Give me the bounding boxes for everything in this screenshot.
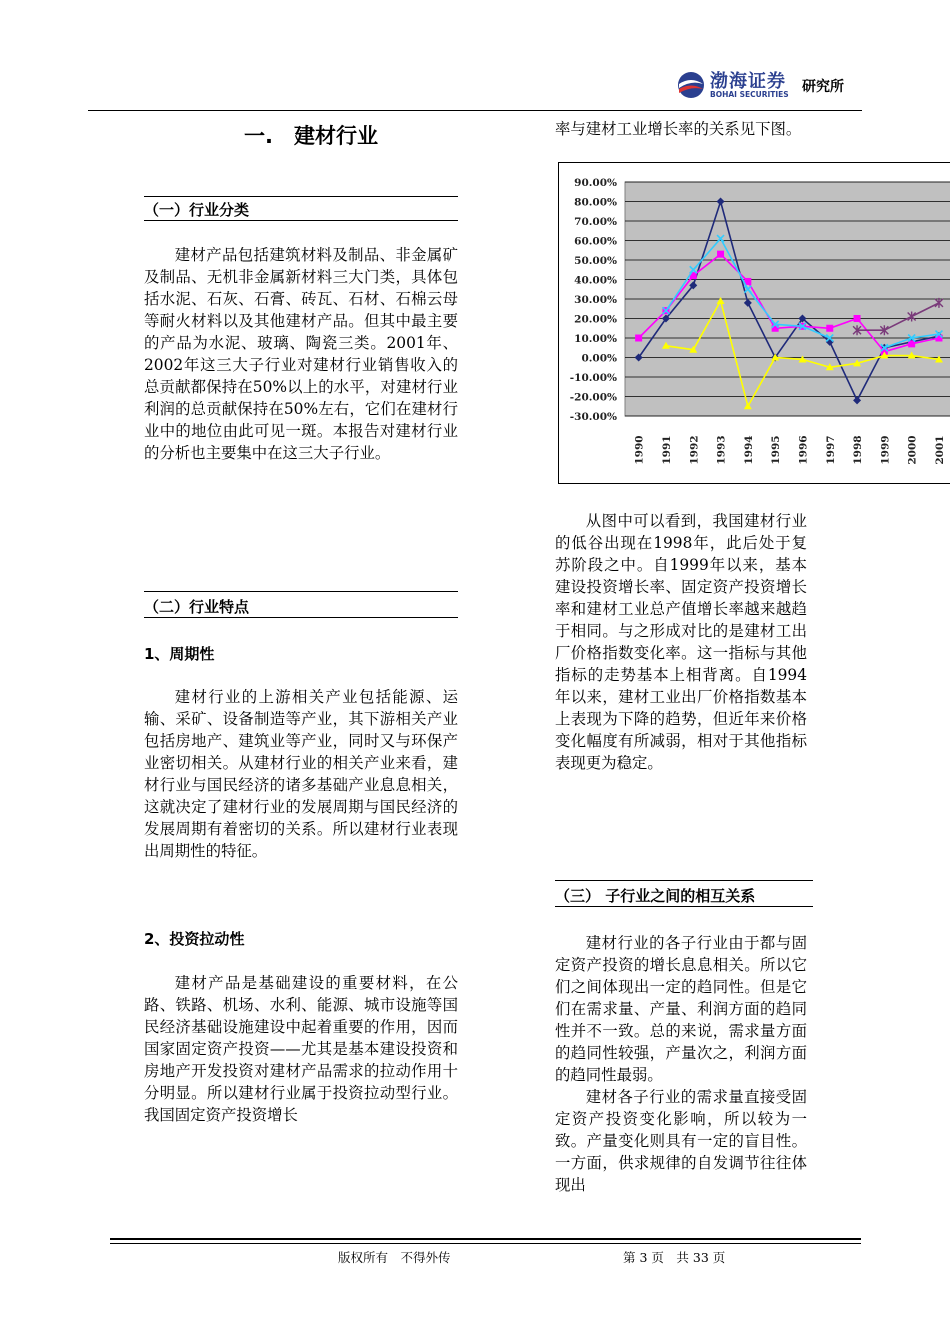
paragraph-text: 建材产品是基础建设的重要材料，在公路、铁路、机场、水利、能源、城市设施等国民经济基础设施建设中起着重要的作用，因而国家固定资产投资——尤其是基本建设投资和房地产开发投资对建材产品需求的拉动作用十分明显。所以建材行业属于投资拉动型行业。我国固定资产投资增长 [144, 974, 458, 1124]
bohai-logo-icon [676, 70, 706, 100]
x-tick-label: 1999 [879, 435, 892, 465]
header-rule [88, 110, 862, 111]
paragraph-text: 建材行业的各子行业由于都与固定资产投资的增长息息相关。所以它们之间体现出一定的趋同性。但是它们在需求量、产量、利润方面的趋同性并不一致。总的来说，需求量方面的趋同性较强，产量次之，利润方面的趋同性最弱。 [555, 934, 807, 1084]
paragraph-subsector-relations [555, 932, 807, 1196]
data-point-magenta [717, 251, 724, 258]
x-tick-label: 1997 [824, 435, 837, 465]
y-tick-label: 30.00% [574, 294, 617, 306]
x-tick-label: 1990 [633, 435, 646, 465]
y-tick-label: 40.00% [574, 274, 617, 287]
paragraph-text: 从图中可以看到，我国建材行业的低谷出现在1998年，此后处于复苏阶段之中。自1999年以来，基本建设投资增长率、固定资产投资增长率和建材工业总产值增长率越来越趋于相同。与之形成对比的是建材工出厂价格指数变化率。这一指标与其他指标的走势基本上相背离。自1994年以来，建材工业出厂价格指数基本上表现为下降的趋势，但近年来价格变化幅度有所减弱，相对于其他指标表现更为稳定。 [555, 512, 807, 772]
section-heading-features: （二）行业特点 [144, 597, 458, 618]
section-heading-rule-top-3 [555, 880, 813, 881]
logo-chinese-name: 渤海证券 [710, 71, 786, 92]
x-tick-label: 1993 [715, 435, 728, 465]
x-tick-label: 1998 [852, 435, 865, 465]
y-tick-label: 50.00% [574, 255, 617, 267]
y-tick-label: 0.00% [581, 352, 617, 365]
y-tick-label: -30.00% [569, 411, 617, 423]
section-heading-rule-top-2 [144, 591, 458, 592]
paragraph-investment-driven [144, 972, 458, 1126]
paragraph-text: 建材产品包括建筑材料及制品、非金属矿及制品、无机非金属新材料三大门类，具体包括水泥、石灰、石膏、砖瓦、石材、石棉云母等耐火材料以及其他建材产品。但其中最主要的产品为水泥、玻璃、陶瓷三类。2001年、2002年这三大子行业对建材行业销售收入的总贡献都保持在50%以上的水平，对建材行业利润的总贡献保持在50%左右，它们在建材行业中的地位由此可见一斑。本报告对建材行业的分析也主要集中在这三大子行业。 [144, 246, 458, 462]
y-tick-label: 10.00% [574, 333, 617, 345]
logo-institute: 研究所 [802, 79, 844, 95]
paragraph-text: 率与建材工业增长率的关系见下图。 [555, 120, 802, 138]
subheading-investment-driven: 2、投资拉动性 [144, 930, 245, 948]
subheading-cyclicality: 1、周期性 [144, 645, 215, 663]
footer-page-number: 第 3 页 共 33 页 [623, 1250, 726, 1265]
paragraph-text: 建材各子行业的需求量直接受固定资产投资变化影响，所以较为一致。产量变化则具有一定的盲目性。一方面，供求规律的自发调节往往体现出 [555, 1088, 807, 1194]
data-point-magenta [826, 325, 833, 332]
y-tick-label: 90.00% [574, 177, 617, 189]
paragraph-classification [144, 244, 458, 464]
y-tick-label: 70.00% [574, 216, 617, 228]
section-heading-subsector-relations: （三） 子行业之间的相互关系 [555, 886, 813, 907]
x-tick-label: 1996 [797, 435, 810, 465]
paragraph-chart-intro [555, 118, 807, 140]
data-point-magenta [635, 335, 642, 342]
x-tick-label: 1994 [742, 435, 755, 465]
footer-rule-thick [110, 1238, 861, 1240]
section-heading-classification: （一）行业分类 [144, 200, 458, 221]
x-tick-label: 2000 [906, 435, 919, 465]
y-tick-label: 20.00% [574, 313, 617, 326]
paragraph-text: 建材行业的上游相关产业包括能源、运输、采矿、设备制造等产业，其下游相关产业包括房地产、建筑业等产业，同时又与环保产业密切相关。从建材行业的相关产业来看，建材行业与国民经济的诸多基础产业息息相关，这就决定了建材行业的发展周期与国民经济的发展周期有着密切的关系。所以建材行业表现出周期性的特征。 [144, 688, 458, 860]
footer-rights: 版权所有 不得外传 [338, 1250, 451, 1265]
y-tick-label: -10.00% [569, 372, 617, 384]
x-tick-label: 1995 [770, 435, 783, 465]
section-heading-rule-top [144, 196, 458, 197]
header-logo [676, 68, 866, 104]
logo-english-name: BOHAI SECURITIES [710, 90, 789, 99]
y-tick-label: 60.00% [574, 235, 617, 248]
data-point-magenta [854, 315, 861, 322]
page-title: 一. 建材行业 [244, 124, 378, 148]
paragraph-cyclicality [144, 686, 458, 862]
growth-rate-chart [558, 162, 950, 484]
footer-rule-thin [110, 1243, 861, 1244]
x-tick-label: 1992 [688, 435, 701, 465]
chart-svg [559, 163, 950, 483]
x-tick-label: 1991 [660, 435, 673, 465]
y-tick-label: 80.00% [574, 196, 617, 209]
x-tick-label: 2001 [933, 435, 946, 465]
y-tick-label: -20.00% [569, 391, 617, 404]
paragraph-chart-analysis [555, 510, 807, 774]
